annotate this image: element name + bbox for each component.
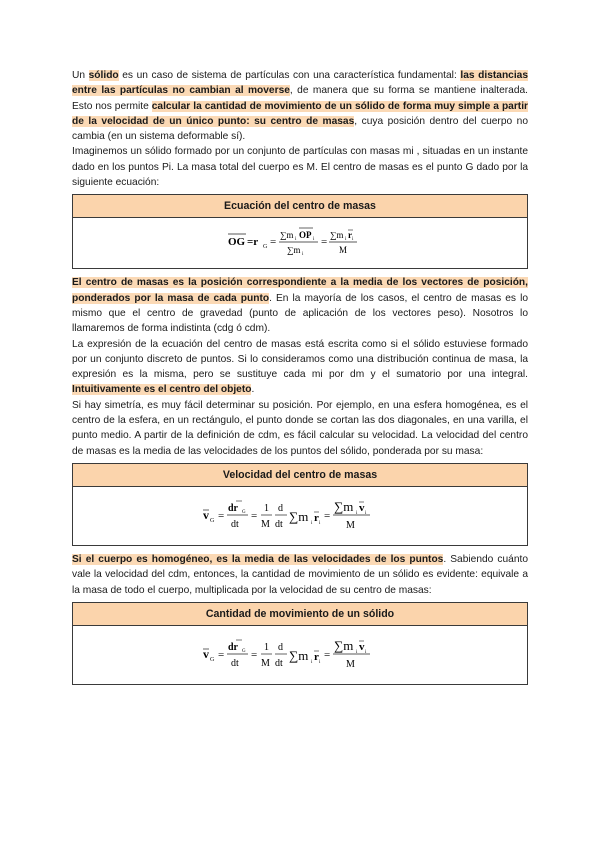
eq-r: r <box>314 511 319 524</box>
eq-dt: dt <box>231 518 239 530</box>
eq-r: r <box>348 230 352 241</box>
eq-sub-i: i <box>311 520 313 526</box>
eq-one: 1 <box>264 641 269 653</box>
highlight-homogeneous: Si el cuerpo es homogéneo, es la media de las velocidades de los puntos <box>72 553 444 565</box>
eq-dt: dt <box>231 657 239 669</box>
paragraph-homogeneous <box>72 552 528 598</box>
formula-box-title: Velocidad del centro de masas <box>73 464 527 487</box>
document-page <box>72 68 528 691</box>
eq-sub-i: i <box>365 510 367 516</box>
formula-box-velocity <box>72 463 528 546</box>
formula-box-center-of-mass <box>72 194 528 269</box>
paragraph-center-of-mass <box>72 275 528 336</box>
eq-equals: = <box>218 648 225 661</box>
eq-den-sum: ∑m <box>287 245 301 256</box>
eq-sum: ∑m <box>289 647 309 663</box>
eq-sub-i: i <box>356 649 358 655</box>
eq-r: r <box>314 650 319 663</box>
highlight-momentum: calcular la cantidad de movimiento de un sólido de forma muy simple a partir de la velocidad de un único punto: su centro de masas <box>72 100 528 127</box>
eq-equals-r: =r <box>247 236 259 249</box>
center-of-mass-equation <box>220 223 380 263</box>
eq-sub-g: G <box>242 509 246 515</box>
eq-dt: dt <box>275 657 283 669</box>
eq-m: M <box>346 519 355 531</box>
eq-sum-2: ∑m <box>334 498 354 514</box>
highlight-intuitive: Intuitivamente es el centro del objeto <box>72 384 252 396</box>
formula-area <box>73 487 527 545</box>
eq-sum-2: ∑m <box>330 230 344 241</box>
eq-sub-g: G <box>210 656 215 663</box>
eq-m: M <box>346 658 355 670</box>
eq-equals: = <box>270 236 277 249</box>
highlight-center-definition: El centro de masas es la posición correspondiente a la media de los vectores de posición, ponderados por la masa de cada punto <box>72 277 528 304</box>
eq-sub-g: G <box>242 648 246 654</box>
formula-box-title: Ecuación del centro de masas <box>73 195 527 218</box>
eq-v: v <box>203 646 209 661</box>
eq-sum: ∑m <box>280 230 294 241</box>
formula-area <box>73 218 527 268</box>
eq-sub-i: i <box>319 659 321 665</box>
eq-den-m: M <box>339 245 348 256</box>
text-run: . <box>251 384 255 396</box>
paragraph-continuous <box>72 337 528 398</box>
paragraph-symmetry: Si hay simetría, es muy fácil determinar su posición. Por ejemplo, en una esfera homogénea, es el centro de la esfera, en un rectángulo, el punto donde se cortan las dos diagonales, en una varilla, el punto medio. A partir de la definición de cdm, es fácil calcular su velocidad. La velocidad del centro de masas es la media de las velocidades de los puntos del sólido, ponderada por su masa: <box>72 399 528 457</box>
eq-sub-i: i <box>311 659 313 665</box>
eq-sub-g: G <box>210 517 215 524</box>
text-run: La expresión de la ecuación del centro de masas está escrita como si el sólido estuviese formado por un conjunto discreto de puntos. Si lo consideramos como una distribución continua de masa, la expresión es la misma, pero se sustituye cada mi por dm y el sumatorio por una integral. <box>72 338 528 381</box>
momentum-equation <box>200 632 400 678</box>
eq-equals: = <box>218 509 225 522</box>
eq-dt: dt <box>275 518 283 530</box>
eq-sub-i: i <box>313 237 315 243</box>
eq-d: d <box>278 641 283 653</box>
eq-og: OG <box>228 236 246 249</box>
paragraph-solid-definition <box>72 68 528 144</box>
formula-box-title: Cantidad de movimiento de un sólido <box>73 603 527 626</box>
eq-sub-i: i <box>302 252 304 258</box>
text-run: , de manera que su forma se mantiene inalterada. Esto nos permite <box>72 85 529 112</box>
eq-v: v <box>359 640 365 653</box>
eq-equals: = <box>324 648 331 661</box>
formula-area <box>73 626 527 684</box>
eq-sub-i: i <box>295 237 297 243</box>
formula-box-momentum <box>72 602 528 685</box>
eq-one: 1 <box>264 502 269 514</box>
eq-sub-i: i <box>356 510 358 516</box>
eq-op: OP <box>299 230 312 241</box>
highlight-distances: las distancias entre las partículas no cambian al moverse <box>72 70 528 97</box>
eq-sub-i: i <box>365 649 367 655</box>
eq-sub-i: i <box>319 520 321 526</box>
eq-sum: ∑m <box>289 508 309 524</box>
eq-sub-g: G <box>263 244 268 251</box>
eq-sum-2: ∑m <box>334 637 354 653</box>
eq-v: v <box>359 501 365 514</box>
eq-sub-i: i <box>352 237 354 243</box>
text-run: Un <box>72 70 89 81</box>
eq-dr: dr <box>228 502 238 514</box>
eq-v: v <box>203 507 209 522</box>
text-run: . En la mayoría de los casos, el centro de masas es lo mismo que el centro de gravedad (punto de aplicación de los vectores peso). Nosotros lo llamaremos de forma indistinta (cdg ó cdm). <box>72 292 528 335</box>
eq-equals-2: = <box>321 236 328 249</box>
eq-d: d <box>278 502 283 514</box>
eq-m: M <box>261 518 270 530</box>
highlight-solido: sólido <box>88 70 119 81</box>
paragraph-particles: Imaginemos un sólido formado por un conjunto de partículas con masas mi , situadas en un instante dado en los puntos Pi. La masa total del cuerpo es M. El centro de masas es el punto G dado por la siguiente ecuación: <box>72 146 528 189</box>
eq-sub-i: i <box>345 237 347 243</box>
velocity-equation <box>200 493 400 539</box>
eq-equals: = <box>251 509 258 522</box>
eq-equals: = <box>251 648 258 661</box>
eq-m: M <box>261 657 270 669</box>
eq-equals: = <box>324 509 331 522</box>
eq-dr: dr <box>228 641 238 653</box>
text-run: . Sabiendo cuánto vale la velocidad del cdm, entonces, la cantidad de movimiento de un sólido es evidente: equivale a la masa de todo el cuerpo, multiplicada por la velocidad de su centro de masas: <box>72 553 528 596</box>
text-run: , cuya posición dentro del cuerpo no cambia (en un sistema deformable sí). <box>72 115 528 143</box>
text-run: es un caso de sistema de partículas con una característica fundamental: <box>118 70 461 81</box>
